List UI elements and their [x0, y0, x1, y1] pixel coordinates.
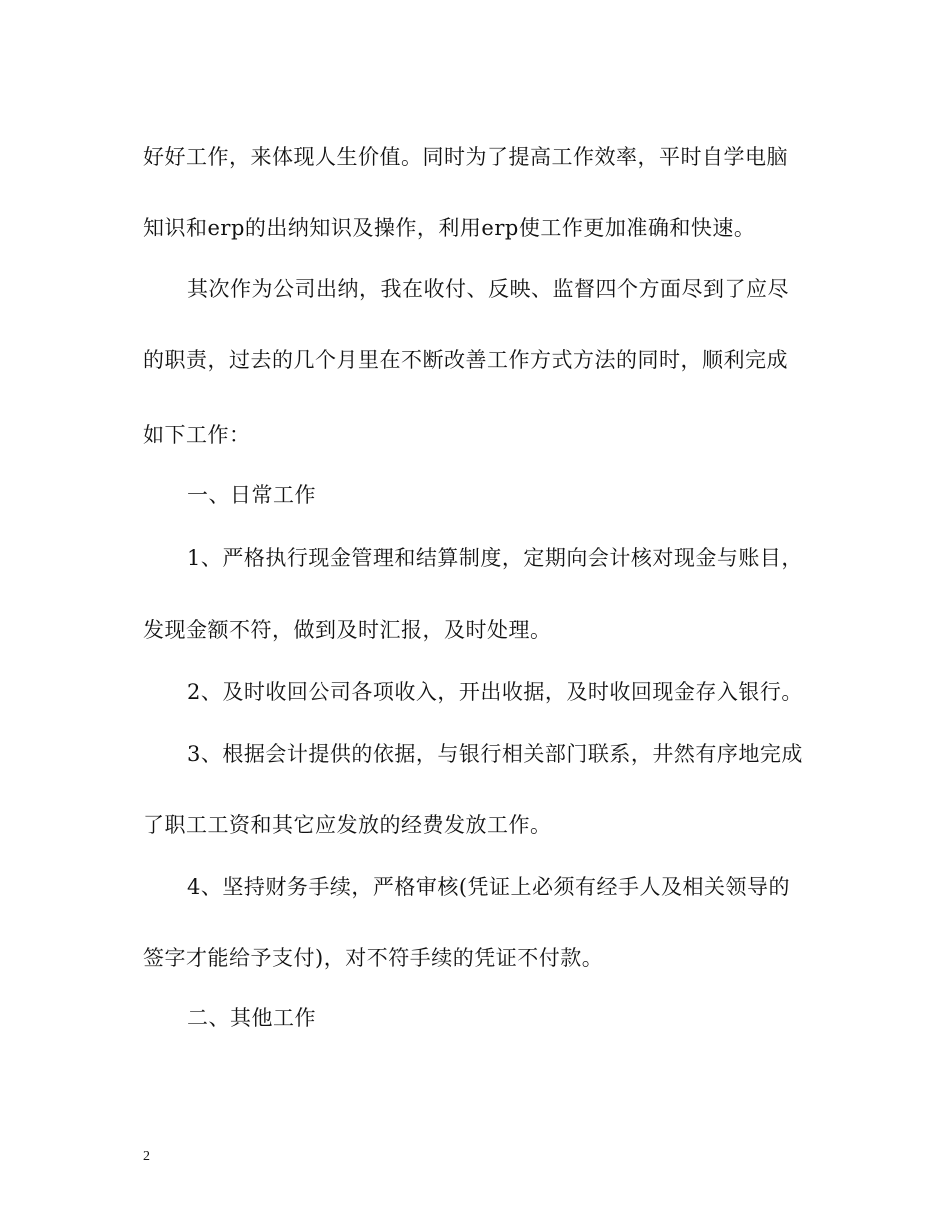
paragraph-line: 的职责，过去的几个月里在不断改善工作方式方法的同时，顺利完成	[143, 348, 788, 372]
list-item-line: 了职工工资和其它应发放的经费发放工作。	[143, 813, 552, 837]
section-heading: 一、日常工作	[187, 483, 316, 507]
list-item-line: 签字才能给予支付)，对不符手续的凭证不付款。	[143, 946, 604, 970]
list-item-line: 发现金额不符，做到及时汇报，及时处理。	[143, 618, 552, 642]
list-item-line: 3、根据会计提供的依据，与银行相关部门联系，井然有序地完成	[187, 742, 803, 766]
paragraph-line: 好好工作，来体现人生价值。同时为了提高工作效率，平时自学电脑	[143, 145, 788, 169]
list-item-line: 1、严格执行现金管理和结算制度，定期向会计核对现金与账目，	[187, 546, 803, 570]
paragraph-line: 如下工作：	[143, 423, 251, 447]
paragraph-line: 知识和erp的出纳知识及操作，利用erp使工作更加准确和快速。	[143, 216, 756, 240]
list-item-line: 2、及时收回公司各项收入，开出收据，及时收回现金存入银行。	[187, 680, 803, 704]
page-number: 2	[143, 1149, 150, 1164]
section-heading: 二、其他工作	[187, 1006, 316, 1030]
list-item-line: 4、坚持财务手续，严格审核(凭证上必须有经手人及相关领导的	[187, 875, 791, 899]
paragraph-line: 其次作为公司出纳，我在收付、反映、监督四个方面尽到了应尽	[187, 277, 789, 301]
